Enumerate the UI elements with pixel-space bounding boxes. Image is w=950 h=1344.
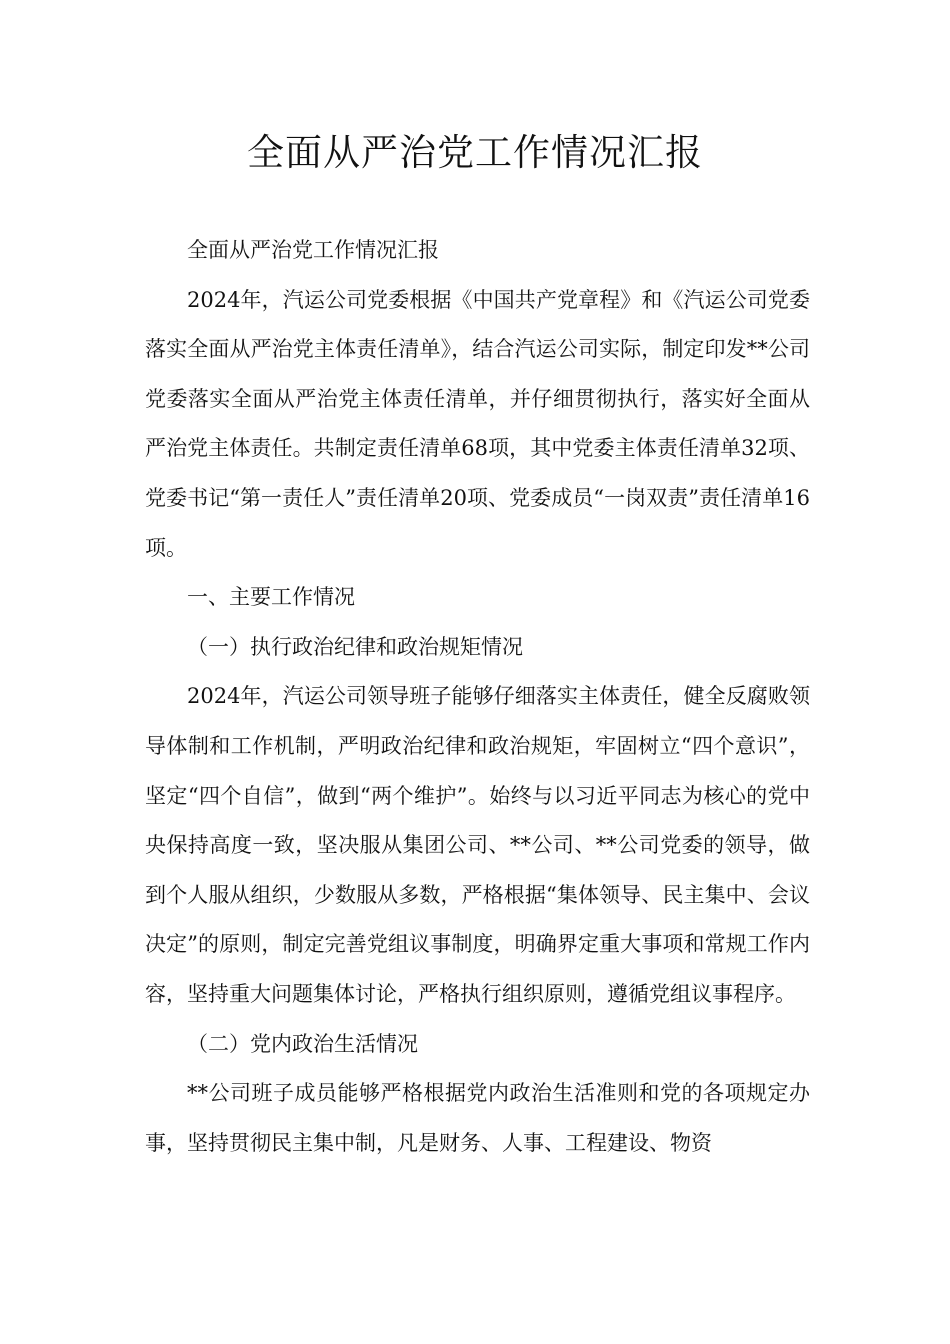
paragraph-subtitle: 全面从严治党工作情况汇报	[187, 238, 439, 262]
paragraph-discipline: 2024年，汽运公司领导班子能够仔细落实主体责任，健全反腐败领导体制和工作机制，严明政治纪律和政治规矩，牢固树立“四个意识”，坚定“四个自信”，做到“两个维护”。始终与以习近平同志为核心的党中央保持高度一致，坚决服从集团公司、**公司、**公司党委的领导，做到个人服从组织，少数服从多数，严格根据“集体领导、民主集中、会议决定”的原则，制定完善党组议事制度，明确界定重大事项和常规工作内容，坚持重大问题集体讨论，严格执行组织原则，遵循党组议事程序。	[145, 684, 810, 1006]
document-title: 全面从严治党工作情况汇报	[247, 131, 703, 174]
subsection-heading-discipline: （一）执行政治纪律和政治规矩情况	[187, 634, 523, 659]
paragraph-political-life: **公司班子成员能够严格根据党内政治生活准则和党的各项规定办事，坚持贯彻民主集中制，凡是财务、人事、工程建设、物资	[145, 1081, 810, 1155]
subsection-heading-political-life: （二）党内政治生活情况	[187, 1031, 418, 1056]
paragraph-intro: 2024年，汽运公司党委根据《中国共产党章程》和《汽运公司党委落实全面从严治党主体责任清单》，结合汽运公司实际，制定印发**公司党委落实全面从严治党主体责任清单，并仔细贯彻执行，落实好全面从严治党主体责任。共制定责任清单68项，其中党委主体责任清单32项、党委书记“第一责任人”责任清单20项、党委成员“一岗双责”责任清单16项。	[145, 287, 810, 560]
document-body	[145, 226, 810, 1168]
section-heading-main-work: 一、主要工作情况	[187, 585, 355, 610]
